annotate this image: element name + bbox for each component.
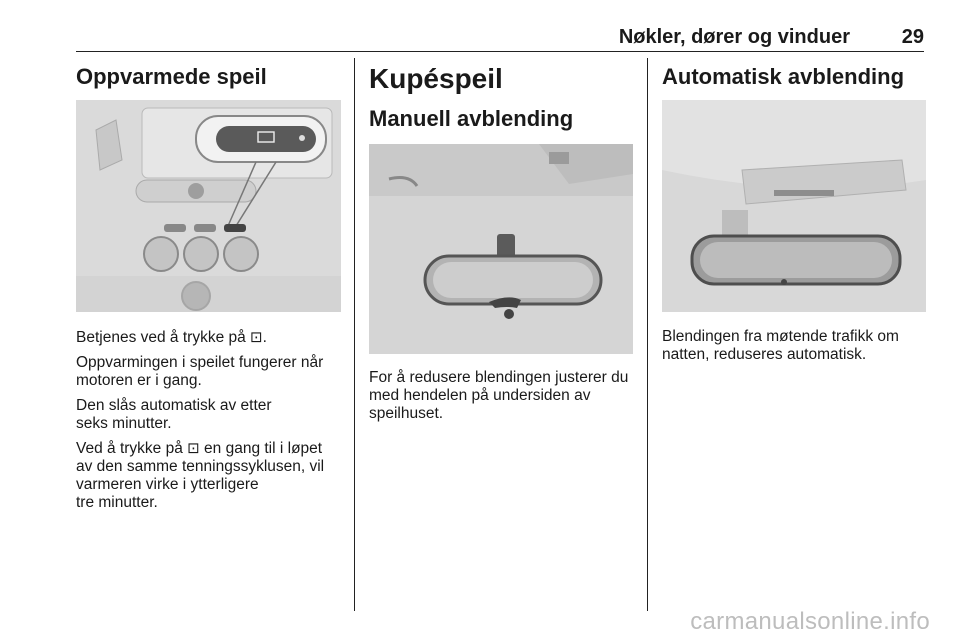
section-heading-automatic-dimming: Automatisk avblending	[662, 64, 905, 89]
heated-mirror-icon: ⊡	[187, 440, 200, 457]
column-divider-2	[647, 58, 648, 611]
auto-dimming-mirror-photo	[662, 100, 926, 312]
paragraph: Ved å trykke på ⊡ en gang til i løpet av den samme tenningssyklusen, vil varmeren virke i ytterligere tre minutter.	[76, 440, 325, 511]
dashboard-photo	[76, 100, 341, 312]
section-heading-heated-mirrors: Oppvarmede speil	[76, 64, 267, 89]
paragraph: For å redusere blendingen justerer du med hendelen på undersiden av speilhuset.	[369, 369, 629, 422]
section-heading-interior-mirror: Kupéspeil	[369, 63, 503, 94]
subheading-manual-dimming: Manuell avblending	[369, 106, 574, 131]
paragraph: Blendingen fra møtende trafikk om natten, reduseres automatisk.	[662, 328, 899, 363]
interior-mirror-photo	[369, 144, 633, 354]
header-title: Nøkler, dører og vinduer	[618, 26, 850, 48]
page-number: 29	[901, 26, 924, 48]
header-rule	[76, 51, 924, 52]
paragraph: Oppvarmingen i speilet fungerer når motoren er i gang.	[76, 354, 324, 389]
column-heated-mirrors	[76, 60, 341, 512]
column-divider-1	[354, 58, 355, 611]
column-interior-mirror	[369, 60, 633, 423]
paragraph: Den slås automatisk av etter seks minutter.	[76, 397, 272, 432]
column-automatic-dimming	[662, 60, 926, 364]
watermark: carmanualsonline.info	[690, 608, 930, 635]
heated-mirror-icon: ⊡	[250, 329, 263, 346]
paragraph: Betjenes ved å trykke på ⊡.	[76, 329, 267, 346]
